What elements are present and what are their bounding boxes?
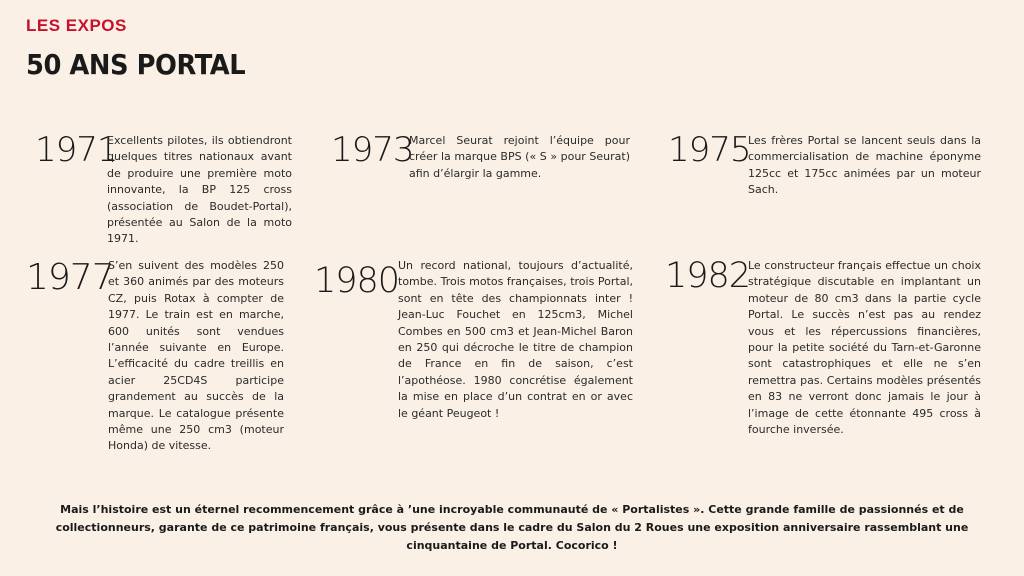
timeline-year-1973: 1973 (331, 130, 414, 170)
timeline-year-1971: 1971 (35, 130, 118, 170)
timeline-text-1980: Un record national, toujours d’actualité, tombe. Trois motos françaises, trois Portal, sont en tête des championnats inter ! Jean-Luc Fouchet en 125cm3, Michel Combes en 500 cm3 et Jean-Michel Baron en 250 qui décroche le titre de champion de France en fin de saison, c’est l’apothéose. 1980 concrétise également la mise en place d’un contrat en or avec le géant Peugeot ! (398, 259, 633, 420)
footer-paragraph: Mais l’histoire est un éternel recommencement grâce à ’une incroyable communauté de « Portalistes ». Cette grande famille de passionnés et de collectionneurs, garante de ce patrimoine français, vous présente dans le cadre du Salon du 2 Roues une exposition anniversaire rassemblant une cinquantaine de Portal. Cocorico ! (55, 503, 969, 552)
timeline-year-1982: 1982 (665, 256, 751, 296)
timeline-text-1977: S’en suivent des modèles 250 et 360 animés par des moteurs CZ, puis Rotax à compter de 1977. Le train est en marche, 600 unités sont vendues l’année suivante en Europe. L’efficacité du cadre treillis en acier 25CD4S participe grandement au succès de la marque. Le catalogue présente même une 250 cm3 (moteur Honda) de vitesse. (108, 259, 284, 453)
timeline-text-1975: Les frères Portal se lancent seuls dans la commercialisation de machine éponyme 125cc et 175cc animées par un moteur Sach. (748, 134, 981, 197)
timeline-year-1975: 1975 (668, 130, 751, 170)
timeline-text-1973: Marcel Seurat rejoint l’équipe pour créer la marque BPS (« S » pour Seurat) afin d’élargir la gamme. (409, 134, 630, 180)
page-title: 50 ANS PORTAL (26, 48, 246, 81)
timeline-text-1982: Le constructeur français effectue un choix stratégique discutable en implantant un moteur de 80 cm3 dans la partie cycle Portal. Le succès n’est pas au rendez vous et les répercussions financières, pour la petite société du Tarn-et-Garonne sont catastrophiques et elle ne s’en remettra pas. Certains modèles présentés en 83 ne verront donc jamais le jour à l’image de cette étonnante 495 cross à fourche inversée. (748, 259, 981, 437)
timeline-text-1971: Excellents pilotes, ils obtiendront quelques titres nationaux avant de produire une première moto innovante, la BP 125 cross (association de Boudet-Portal), présentée au Salon de la moto 1971. (107, 134, 292, 246)
section-kicker: LES EXPOS (26, 16, 127, 35)
timeline-year-1977: 1977 (26, 257, 114, 298)
timeline-year-1980: 1980 (314, 261, 400, 301)
